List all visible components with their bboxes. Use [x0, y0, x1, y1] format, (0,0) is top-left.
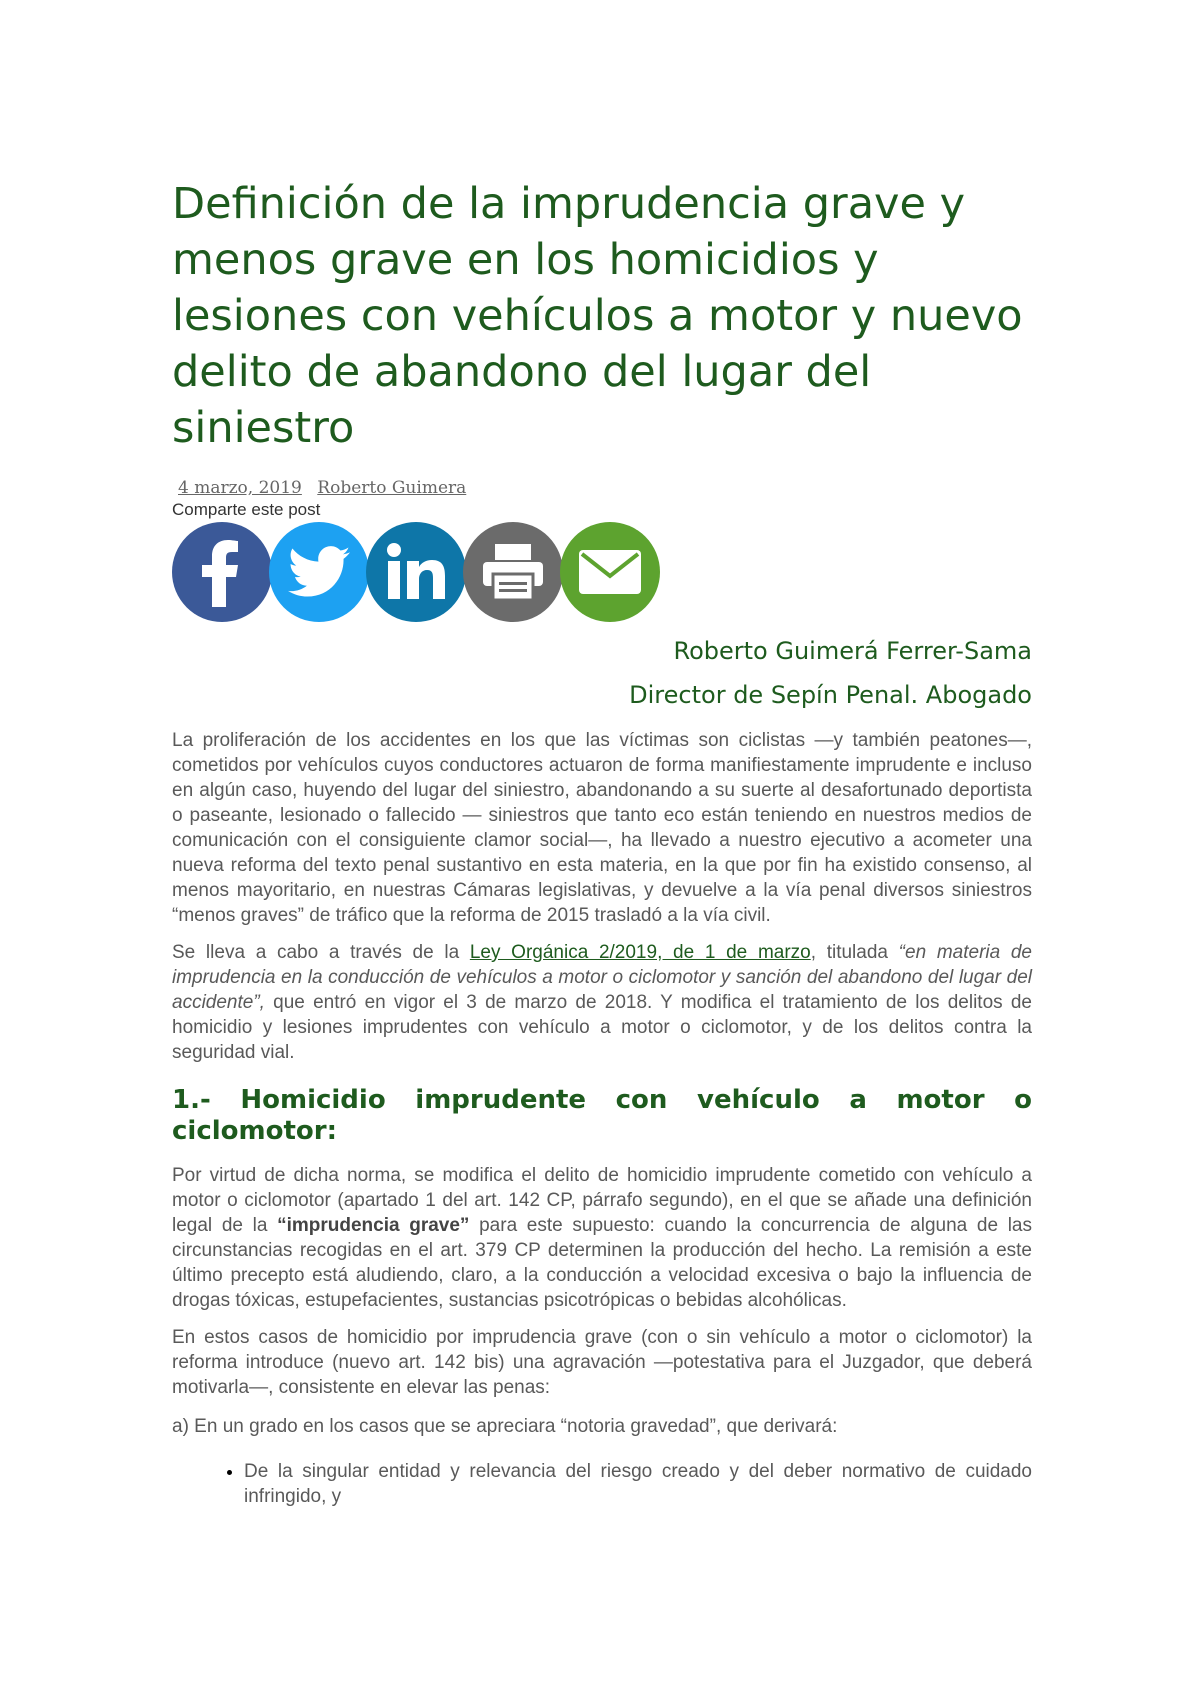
section-heading: 1.- Homicidio imprudente con vehículo a motor o ciclomotor:	[172, 1085, 1032, 1146]
list-item: • De la singular entidad y relevancia del riesgo creado y del deber normativo de cuidado infringido, y	[244, 1459, 1032, 1509]
print-icon	[481, 542, 545, 602]
share-buttons	[172, 522, 1032, 622]
facebook-icon	[192, 537, 252, 607]
paragraph-text: Por virtud de dicha norma, se modifica el delito de homicidio imprudente cometido con vehículo a motor o ciclomotor (apartado 1 del art. 142 CP, párrafo segundo), en el que se añade una definición legal de la	[172, 1165, 1032, 1236]
linkedin-share-button[interactable]	[366, 522, 466, 622]
twitter-share-button[interactable]	[269, 522, 369, 622]
linkedin-icon	[385, 543, 447, 601]
share-label: Comparte este post	[172, 500, 321, 519]
email-share-button[interactable]	[560, 522, 660, 622]
paragraph-homicidio	[172, 1163, 1032, 1313]
paragraph-law-text: que entró en vigor el 3 de marzo de 2018. Y modifica el tratamiento de los delitos de homicidio y lesiones imprudentes con vehículo a motor o ciclomotor, y de los delitos contra la seguridad vial.	[172, 992, 1032, 1063]
post-author-link[interactable]: Roberto Guimera	[317, 478, 467, 498]
law-link[interactable]: Ley Orgánica 2/2019, de 1 de marzo	[469, 942, 811, 963]
author-signature	[172, 636, 1032, 710]
post-date-link[interactable]: 4 marzo, 2019	[178, 478, 302, 498]
post-meta	[172, 478, 1032, 498]
facebook-share-button[interactable]	[172, 522, 272, 622]
article-title: Definición de la imprudencia grave y menos grave en los homicidios y lesiones con vehículos a motor y nuevo delito de abandono del lugar del siniestro	[172, 179, 1023, 453]
author-name: Roberto Guimerá Ferrer-Sama	[673, 637, 1032, 665]
bold-term: “imprudencia grave”	[277, 1215, 470, 1236]
print-share-button[interactable]	[463, 522, 563, 622]
article	[172, 176, 1032, 1509]
twitter-icon	[288, 546, 350, 598]
author-role: Director de Sepín Penal. Abogado	[629, 681, 1032, 709]
paragraph-law-text: Se lleva a cabo a través de la	[172, 942, 470, 963]
paragraph-intro: La proliferación de los accidentes en los que las víctimas son ciclistas —y también peatones—, cometidos por vehículos cuyos conductores actuaron de forma manifiestamente imprudente e incluso en algún caso, huyendo del lugar del siniestro, abandonando a su suerte al desafortunado deportista o paseante, lesionado o fallecido — siniestros que tanto eco están teniendo en nuestros medios de comunicación con el consiguiente clamor social—, ha llevado a nuestro ejecutivo a acometer una nueva reforma del texto penal sustantivo en esta materia, en la que por fin ha existido consenso, al menos mayoritario, en nuestras Cámaras legislativas, y devuelve a la vía penal diversos siniestros “menos graves” de tráfico que la reforma de 2015 trasladó a la vía civil.	[172, 730, 1032, 926]
bullet-list	[172, 1459, 1032, 1509]
paragraph-grado: a) En un grado en los casos que se apreciara “notoria gravedad”, que derivará:	[172, 1416, 838, 1437]
paragraph-law	[172, 940, 1032, 1065]
paragraph-text: para este supuesto: cuando la concurrencia de alguna de las circunstancias recogidas en el art. 379 CP determinen la producción del hecho. La remisión a este último precepto está aludiendo, claro, a la conducción a velocidad excesiva o bajo la influencia de drogas tóxicas, estupefacientes, sustancias psicotrópicas o bebidas alcohólicas.	[172, 1215, 1032, 1311]
paragraph-law-text: , titulada	[810, 942, 899, 963]
email-icon	[578, 549, 642, 595]
law-title-quote: “en materia de imprudencia en la conducción de vehículos a motor o ciclomotor y sanción del abandono del lugar del accidente”,	[172, 942, 1033, 1013]
paragraph-agravacion: En estos casos de homicidio por imprudencia grave (con o sin vehículo a motor o ciclomotor) la reforma introduce (nuevo art. 142 bis) una agravación —potestativa para el Juzgador, que deberá motivarla—, consistente en elevar las penas:	[172, 1327, 1032, 1398]
